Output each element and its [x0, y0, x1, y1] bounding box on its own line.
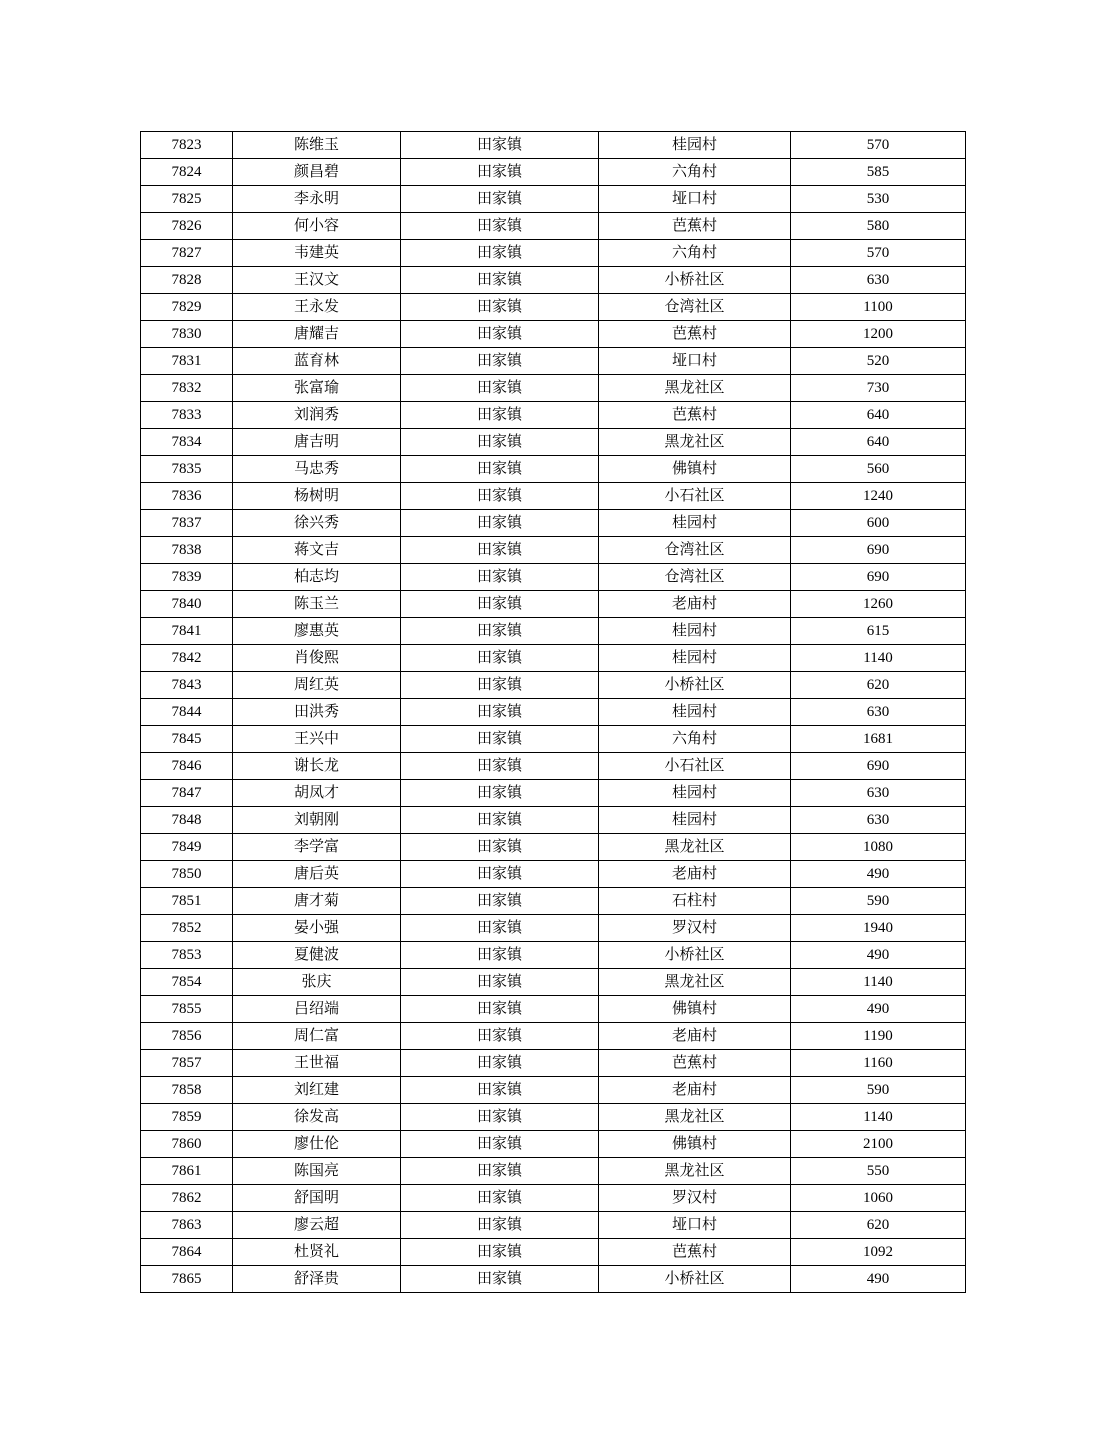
- cell-amount: 630: [791, 780, 966, 807]
- cell-village: 小桥社区: [599, 942, 791, 969]
- cell-name: 刘朝刚: [233, 807, 401, 834]
- cell-village: 仓湾社区: [599, 564, 791, 591]
- table-row: [141, 996, 966, 1023]
- table-row: [141, 213, 966, 240]
- cell-amount: 620: [791, 672, 966, 699]
- cell-id: 7838: [141, 537, 233, 564]
- cell-village: 仓湾社区: [599, 294, 791, 321]
- cell-amount: 1940: [791, 915, 966, 942]
- cell-village: 垭口村: [599, 348, 791, 375]
- table-row: [141, 1104, 966, 1131]
- cell-id: 7854: [141, 969, 233, 996]
- cell-village: 老庙村: [599, 1023, 791, 1050]
- cell-town: 田家镇: [401, 1158, 599, 1185]
- table-row: [141, 645, 966, 672]
- cell-village: 芭蕉村: [599, 1050, 791, 1077]
- cell-town: 田家镇: [401, 672, 599, 699]
- cell-amount: 1092: [791, 1239, 966, 1266]
- cell-id: 7835: [141, 456, 233, 483]
- table-row: [141, 1077, 966, 1104]
- cell-id: 7853: [141, 942, 233, 969]
- cell-town: 田家镇: [401, 726, 599, 753]
- table-row: [141, 375, 966, 402]
- cell-amount: 530: [791, 186, 966, 213]
- cell-id: 7843: [141, 672, 233, 699]
- table-row: [141, 1131, 966, 1158]
- cell-town: 田家镇: [401, 591, 599, 618]
- cell-town: 田家镇: [401, 1131, 599, 1158]
- cell-name: 周仁富: [233, 1023, 401, 1050]
- cell-id: 7851: [141, 888, 233, 915]
- cell-amount: 1060: [791, 1185, 966, 1212]
- cell-town: 田家镇: [401, 969, 599, 996]
- cell-id: 7837: [141, 510, 233, 537]
- cell-village: 黑龙社区: [599, 375, 791, 402]
- cell-name: 张富瑜: [233, 375, 401, 402]
- cell-town: 田家镇: [401, 1104, 599, 1131]
- table-row: [141, 591, 966, 618]
- table-row: [141, 159, 966, 186]
- cell-name: 颜昌碧: [233, 159, 401, 186]
- cell-town: 田家镇: [401, 807, 599, 834]
- cell-id: 7858: [141, 1077, 233, 1104]
- cell-id: 7845: [141, 726, 233, 753]
- cell-town: 田家镇: [401, 861, 599, 888]
- cell-town: 田家镇: [401, 1050, 599, 1077]
- cell-id: 7849: [141, 834, 233, 861]
- cell-id: 7840: [141, 591, 233, 618]
- cell-id: 7852: [141, 915, 233, 942]
- cell-village: 罗汉村: [599, 915, 791, 942]
- cell-town: 田家镇: [401, 888, 599, 915]
- cell-village: 桂园村: [599, 780, 791, 807]
- cell-name: 王世福: [233, 1050, 401, 1077]
- cell-amount: 1140: [791, 645, 966, 672]
- cell-name: 唐才菊: [233, 888, 401, 915]
- table-row: [141, 186, 966, 213]
- cell-name: 王汉文: [233, 267, 401, 294]
- cell-name: 徐兴秀: [233, 510, 401, 537]
- cell-village: 桂园村: [599, 510, 791, 537]
- cell-town: 田家镇: [401, 267, 599, 294]
- cell-town: 田家镇: [401, 537, 599, 564]
- cell-id: 7863: [141, 1212, 233, 1239]
- cell-village: 小桥社区: [599, 672, 791, 699]
- cell-id: 7841: [141, 618, 233, 645]
- table-row: [141, 672, 966, 699]
- cell-id: 7825: [141, 186, 233, 213]
- cell-village: 小石社区: [599, 753, 791, 780]
- table-row: [141, 1212, 966, 1239]
- table-row: [141, 1266, 966, 1293]
- cell-amount: 1200: [791, 321, 966, 348]
- cell-town: 田家镇: [401, 1266, 599, 1293]
- cell-amount: 630: [791, 807, 966, 834]
- cell-amount: 490: [791, 861, 966, 888]
- cell-village: 小桥社区: [599, 1266, 791, 1293]
- cell-town: 田家镇: [401, 1077, 599, 1104]
- cell-village: 黑龙社区: [599, 1158, 791, 1185]
- cell-village: 佛镇村: [599, 456, 791, 483]
- table-row: [141, 483, 966, 510]
- cell-village: 垭口村: [599, 186, 791, 213]
- cell-id: 7862: [141, 1185, 233, 1212]
- cell-name: 唐耀吉: [233, 321, 401, 348]
- cell-town: 田家镇: [401, 429, 599, 456]
- table-row: [141, 429, 966, 456]
- cell-name: 廖仕伦: [233, 1131, 401, 1158]
- cell-village: 桂园村: [599, 618, 791, 645]
- cell-village: 六角村: [599, 726, 791, 753]
- table-row: [141, 780, 966, 807]
- cell-id: 7831: [141, 348, 233, 375]
- cell-id: 7857: [141, 1050, 233, 1077]
- cell-village: 桂园村: [599, 807, 791, 834]
- cell-id: 7847: [141, 780, 233, 807]
- cell-village: 桂园村: [599, 699, 791, 726]
- cell-name: 王永发: [233, 294, 401, 321]
- table-row: [141, 1050, 966, 1077]
- cell-town: 田家镇: [401, 456, 599, 483]
- cell-id: 7826: [141, 213, 233, 240]
- cell-town: 田家镇: [401, 915, 599, 942]
- cell-village: 垭口村: [599, 1212, 791, 1239]
- cell-name: 肖俊熙: [233, 645, 401, 672]
- cell-amount: 620: [791, 1212, 966, 1239]
- cell-id: 7842: [141, 645, 233, 672]
- cell-name: 刘润秀: [233, 402, 401, 429]
- cell-amount: 630: [791, 267, 966, 294]
- cell-amount: 1140: [791, 969, 966, 996]
- cell-name: 田洪秀: [233, 699, 401, 726]
- cell-village: 佛镇村: [599, 996, 791, 1023]
- cell-town: 田家镇: [401, 348, 599, 375]
- cell-amount: 1100: [791, 294, 966, 321]
- table-row: [141, 969, 966, 996]
- table-row: [141, 132, 966, 159]
- cell-village: 芭蕉村: [599, 1239, 791, 1266]
- data-table: [140, 131, 966, 1293]
- cell-id: 7833: [141, 402, 233, 429]
- cell-name: 蒋文吉: [233, 537, 401, 564]
- table-row: [141, 537, 966, 564]
- cell-id: 7839: [141, 564, 233, 591]
- cell-village: 老庙村: [599, 861, 791, 888]
- cell-name: 舒国明: [233, 1185, 401, 1212]
- cell-village: 桂园村: [599, 645, 791, 672]
- cell-village: 黑龙社区: [599, 969, 791, 996]
- cell-id: 7836: [141, 483, 233, 510]
- table-row: [141, 1158, 966, 1185]
- cell-village: 六角村: [599, 240, 791, 267]
- cell-town: 田家镇: [401, 564, 599, 591]
- cell-amount: 1190: [791, 1023, 966, 1050]
- cell-id: 7832: [141, 375, 233, 402]
- cell-amount: 1260: [791, 591, 966, 618]
- cell-town: 田家镇: [401, 510, 599, 537]
- cell-town: 田家镇: [401, 645, 599, 672]
- cell-id: 7827: [141, 240, 233, 267]
- cell-town: 田家镇: [401, 618, 599, 645]
- cell-name: 谢长龙: [233, 753, 401, 780]
- cell-village: 罗汉村: [599, 1185, 791, 1212]
- cell-name: 唐吉明: [233, 429, 401, 456]
- cell-amount: 520: [791, 348, 966, 375]
- cell-town: 田家镇: [401, 402, 599, 429]
- cell-id: 7856: [141, 1023, 233, 1050]
- cell-id: 7864: [141, 1239, 233, 1266]
- cell-amount: 1240: [791, 483, 966, 510]
- cell-amount: 640: [791, 429, 966, 456]
- cell-amount: 730: [791, 375, 966, 402]
- cell-id: 7829: [141, 294, 233, 321]
- cell-town: 田家镇: [401, 1023, 599, 1050]
- cell-id: 7846: [141, 753, 233, 780]
- table-row: [141, 618, 966, 645]
- cell-name: 晏小强: [233, 915, 401, 942]
- cell-name: 徐发高: [233, 1104, 401, 1131]
- cell-name: 李永明: [233, 186, 401, 213]
- cell-amount: 1080: [791, 834, 966, 861]
- cell-name: 韦建英: [233, 240, 401, 267]
- cell-town: 田家镇: [401, 1212, 599, 1239]
- cell-id: 7848: [141, 807, 233, 834]
- cell-id: 7865: [141, 1266, 233, 1293]
- cell-amount: 490: [791, 1266, 966, 1293]
- cell-name: 张庆: [233, 969, 401, 996]
- table-row: [141, 1023, 966, 1050]
- cell-town: 田家镇: [401, 186, 599, 213]
- cell-town: 田家镇: [401, 483, 599, 510]
- cell-name: 李学富: [233, 834, 401, 861]
- cell-village: 老庙村: [599, 591, 791, 618]
- cell-name: 陈国亮: [233, 1158, 401, 1185]
- cell-id: 7855: [141, 996, 233, 1023]
- cell-name: 吕绍端: [233, 996, 401, 1023]
- cell-amount: 640: [791, 402, 966, 429]
- cell-id: 7830: [141, 321, 233, 348]
- table-row: [141, 699, 966, 726]
- cell-amount: 490: [791, 942, 966, 969]
- cell-town: 田家镇: [401, 942, 599, 969]
- cell-name: 王兴中: [233, 726, 401, 753]
- cell-name: 夏健波: [233, 942, 401, 969]
- cell-amount: 580: [791, 213, 966, 240]
- cell-id: 7844: [141, 699, 233, 726]
- table-row: [141, 1239, 966, 1266]
- table-row: [141, 402, 966, 429]
- cell-amount: 1140: [791, 1104, 966, 1131]
- cell-id: 7860: [141, 1131, 233, 1158]
- cell-name: 何小容: [233, 213, 401, 240]
- cell-amount: 690: [791, 537, 966, 564]
- cell-id: 7861: [141, 1158, 233, 1185]
- cell-amount: 590: [791, 888, 966, 915]
- cell-village: 六角村: [599, 159, 791, 186]
- cell-town: 田家镇: [401, 240, 599, 267]
- cell-name: 廖惠英: [233, 618, 401, 645]
- cell-amount: 1681: [791, 726, 966, 753]
- cell-town: 田家镇: [401, 834, 599, 861]
- cell-name: 唐后英: [233, 861, 401, 888]
- cell-id: 7828: [141, 267, 233, 294]
- cell-amount: 1160: [791, 1050, 966, 1077]
- cell-village: 黑龙社区: [599, 429, 791, 456]
- cell-id: 7823: [141, 132, 233, 159]
- cell-name: 马忠秀: [233, 456, 401, 483]
- cell-town: 田家镇: [401, 294, 599, 321]
- cell-village: 芭蕉村: [599, 402, 791, 429]
- cell-amount: 615: [791, 618, 966, 645]
- cell-village: 芭蕉村: [599, 213, 791, 240]
- cell-village: 黑龙社区: [599, 834, 791, 861]
- cell-amount: 570: [791, 132, 966, 159]
- cell-amount: 490: [791, 996, 966, 1023]
- cell-town: 田家镇: [401, 753, 599, 780]
- cell-name: 胡凤才: [233, 780, 401, 807]
- cell-name: 杜贤礼: [233, 1239, 401, 1266]
- cell-village: 佛镇村: [599, 1131, 791, 1158]
- table-row: [141, 348, 966, 375]
- cell-village: 黑龙社区: [599, 1104, 791, 1131]
- cell-name: 刘红建: [233, 1077, 401, 1104]
- table-row: [141, 888, 966, 915]
- cell-id: 7824: [141, 159, 233, 186]
- cell-town: 田家镇: [401, 699, 599, 726]
- table-row: [141, 915, 966, 942]
- table-row: [141, 807, 966, 834]
- cell-amount: 690: [791, 753, 966, 780]
- cell-town: 田家镇: [401, 132, 599, 159]
- table-row: [141, 510, 966, 537]
- cell-name: 陈玉兰: [233, 591, 401, 618]
- cell-name: 蓝育林: [233, 348, 401, 375]
- table-row: [141, 1185, 966, 1212]
- table-row: [141, 726, 966, 753]
- table-row: [141, 861, 966, 888]
- cell-village: 芭蕉村: [599, 321, 791, 348]
- cell-town: 田家镇: [401, 780, 599, 807]
- cell-name: 舒泽贵: [233, 1266, 401, 1293]
- cell-name: 柏志均: [233, 564, 401, 591]
- cell-amount: 560: [791, 456, 966, 483]
- cell-village: 石柱村: [599, 888, 791, 915]
- cell-amount: 550: [791, 1158, 966, 1185]
- cell-name: 杨树明: [233, 483, 401, 510]
- table-row: [141, 834, 966, 861]
- cell-amount: 2100: [791, 1131, 966, 1158]
- table-row: [141, 942, 966, 969]
- table-row: [141, 753, 966, 780]
- cell-town: 田家镇: [401, 996, 599, 1023]
- cell-village: 仓湾社区: [599, 537, 791, 564]
- cell-id: 7834: [141, 429, 233, 456]
- table-row: [141, 267, 966, 294]
- cell-amount: 600: [791, 510, 966, 537]
- cell-town: 田家镇: [401, 321, 599, 348]
- cell-id: 7850: [141, 861, 233, 888]
- cell-amount: 585: [791, 159, 966, 186]
- cell-village: 小桥社区: [599, 267, 791, 294]
- table-body: [141, 132, 966, 1293]
- cell-amount: 590: [791, 1077, 966, 1104]
- table-row: [141, 294, 966, 321]
- table-row: [141, 456, 966, 483]
- table-row: [141, 564, 966, 591]
- cell-amount: 690: [791, 564, 966, 591]
- cell-town: 田家镇: [401, 213, 599, 240]
- cell-amount: 630: [791, 699, 966, 726]
- cell-name: 周红英: [233, 672, 401, 699]
- cell-name: 陈维玉: [233, 132, 401, 159]
- cell-village: 小石社区: [599, 483, 791, 510]
- table-row: [141, 321, 966, 348]
- cell-village: 老庙村: [599, 1077, 791, 1104]
- cell-town: 田家镇: [401, 1185, 599, 1212]
- cell-village: 桂园村: [599, 132, 791, 159]
- cell-amount: 570: [791, 240, 966, 267]
- cell-id: 7859: [141, 1104, 233, 1131]
- cell-town: 田家镇: [401, 159, 599, 186]
- cell-town: 田家镇: [401, 1239, 599, 1266]
- cell-town: 田家镇: [401, 375, 599, 402]
- table-row: [141, 240, 966, 267]
- cell-name: 廖云超: [233, 1212, 401, 1239]
